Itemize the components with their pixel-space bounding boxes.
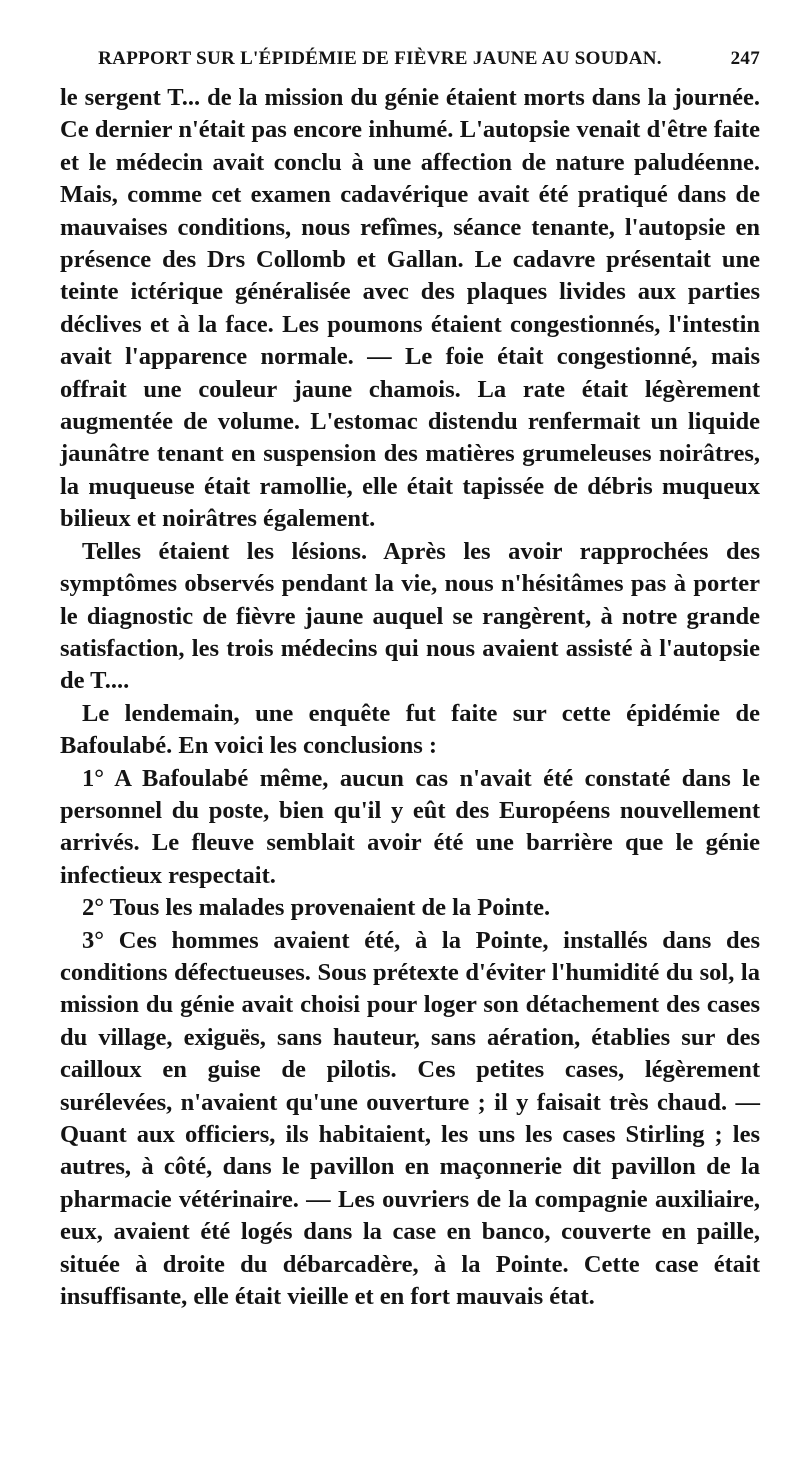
paragraph-conclusion-3: 3° Ces hommes avaient été, à la Pointe, installés dans des conditions défectueuses. Sous prétexte d'éviter l'humidité du sol, la mission du génie avait choisi pour loger son détachement des cases du village, exiguës, sans hauteur, sans aération, établies sur des cailloux en guise de pilotis. Ces petites cases, légèrement surélevées, n'avaient qu'une ouverture ; il y faisait très chaud. — Quant aux officiers, ils habitaient, les uns les cases Stirling ; les autres, à côté, dans le pavillon en maçonnerie dit pavillon de la pharmacie vétérinaire. — Les ouvriers de la compagnie auxiliaire, eux, avaient été logés dans la case en banco, couverte en paille, située à droite du débarcadère, à la Pointe. Cette case était insuffisante, elle était vieille et en fort mauvais état. xyxy=(60,926,760,1311)
paragraph-autopsy: le sergent T... de la mission du génie étaient morts dans la journée. Ce dernier n'était pas encore inhumé. L'autopsie venait d'être faite et le médecin avait conclu à une affection de nature paludéenne. Mais, comme cet examen cadavérique avait été pratiqué dans de mauvaises conditions, nous refîmes, séance tenante, l'autopsie en présence des Drs Collomb et Gallan. Le cadavre présentait une teinte ictérique généralisée avec des plaques livides aux parties déclives et à la face. Les poumons étaient congestionnés, l'intestin avait l'apparence normale. — Le foie était congestionné, mais offrait une couleur jaune chamois. La rate était légèrement augmentée de volume. L'estomac distendu renfermait un liquide jaunâtre tenant en suspension des matières grumeleuses noirâtres, la muqueuse était ramollie, elle était tapissée de débris muqueux bilieux et noirâtres également. xyxy=(60,84,760,533)
page-number: 247 xyxy=(730,48,760,69)
paragraph-enquiry: Le lendemain, une enquête fut faite sur cette épidémie de Bafoulabé. En voici les conclusions : xyxy=(60,699,760,760)
paragraph-diagnosis: Telles étaient les lésions. Après les avoir rapprochées des symptômes observés pendant la vie, nous n'hésitâmes pas à porter le diagnostic de fièvre jaune auquel se rangèrent, à notre grande satisfaction, les trois médecins qui nous avaient assisté à l'autopsie de T.... xyxy=(60,537,760,695)
running-head xyxy=(60,42,760,76)
paragraph-conclusion-1: 1° A Bafoulabé même, aucun cas n'avait été constaté dans le personnel du poste, bien qu'il y eût des Européens nouvellement arrivés. Le fleuve semblait avoir été une barrière que le génie infectieux respectait. xyxy=(60,764,760,889)
running-title: RAPPORT SUR L'ÉPIDÉMIE DE FIÈVRE JAUNE AU SOUDAN. xyxy=(98,48,662,69)
body-text xyxy=(60,82,760,1313)
paragraph-conclusion-2: 2° Tous les malades provenaient de la Pointe. xyxy=(82,894,551,922)
